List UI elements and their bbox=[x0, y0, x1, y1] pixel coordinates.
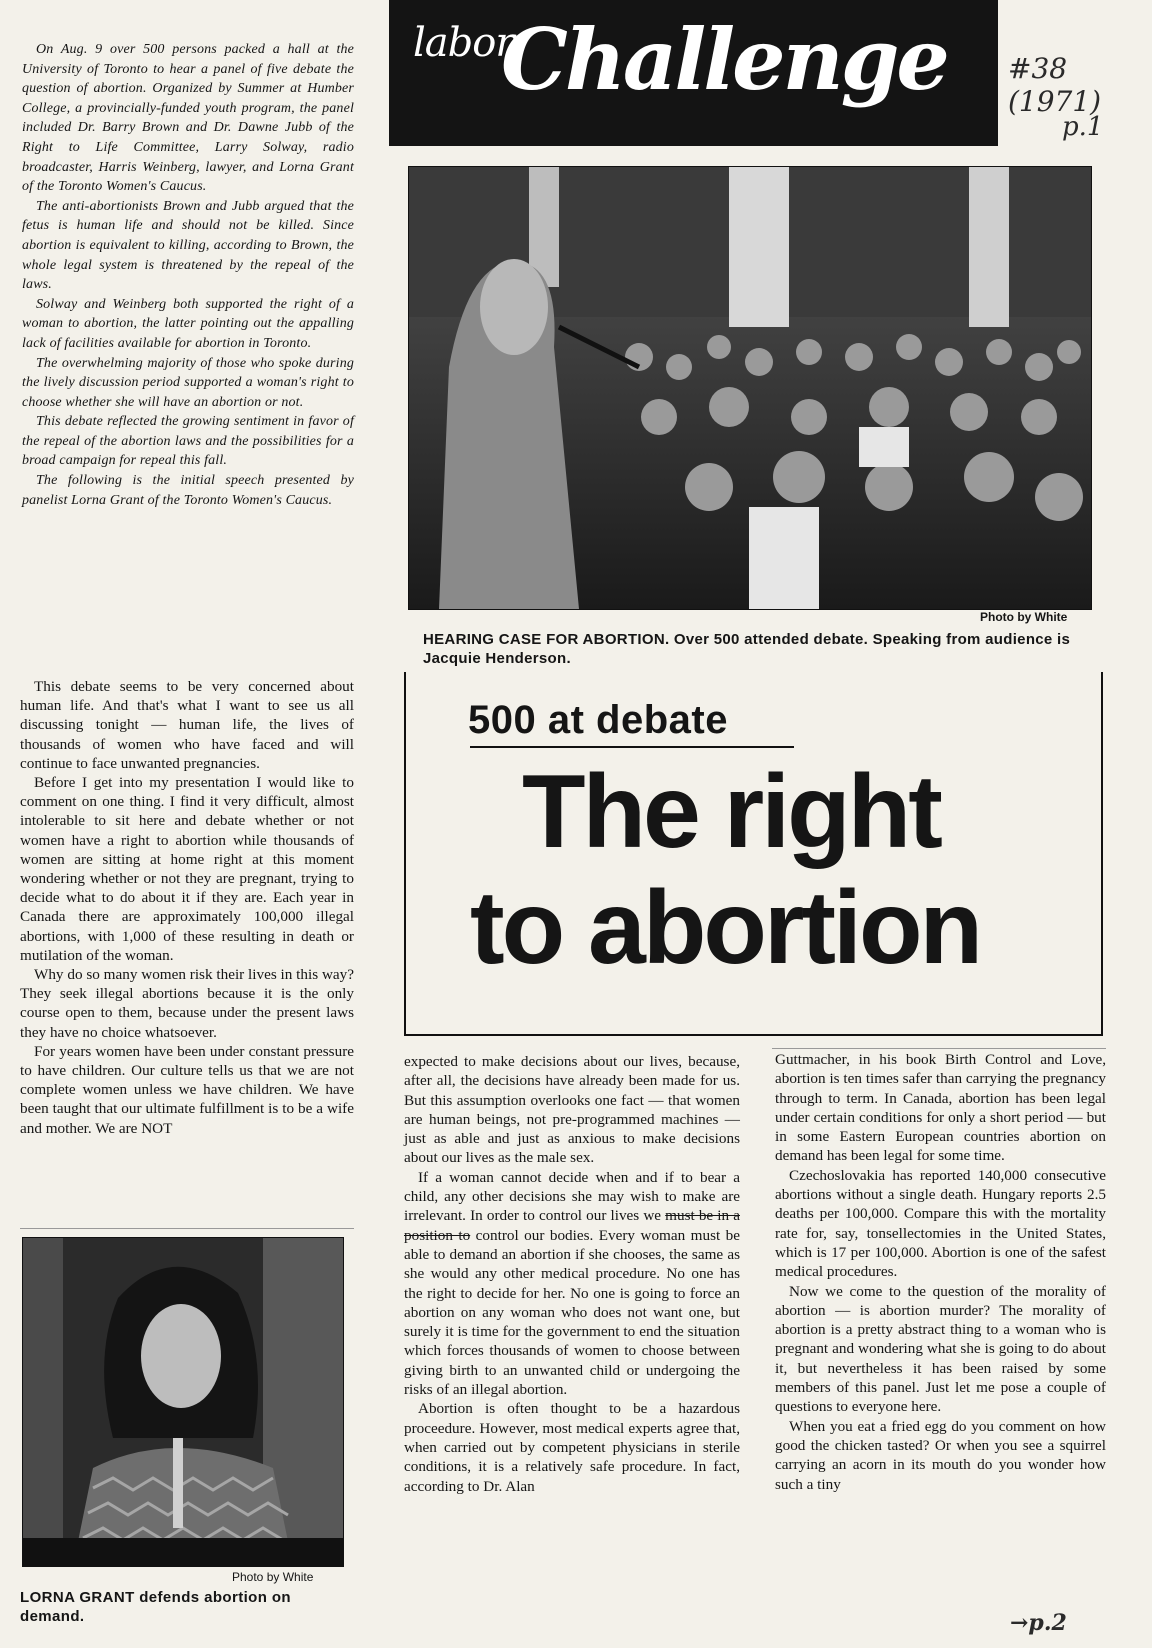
debate-audience-photo bbox=[408, 166, 1092, 610]
intro-paragraph: On Aug. 9 over 500 persons packed a hall at the University of Toronto to hear a panel of five debate the question of abortion. Organized by Summer at Humber College, a provincially-funded youth program, the panel included Dr. Barry Brown and Dr. Dawne Jubb of the Right to Life Committee, Larry Solway, radio broadcaster, Harris Weinberg, lawyer, and Lorna Grant of the Toronto Women's Caucus. bbox=[22, 42, 354, 195]
speech-paragraph: Now we come to the question of the morality of abortion — is abortion murder? The morality of abortion is a pretty abstract thing to a woman who is pregnant and wondering what she is going to do about it, but nevertheless it has been raised by some members of this panel. Just let me pose a couple of questions to everyone here. bbox=[775, 1282, 1106, 1416]
kicker-underline bbox=[470, 746, 794, 748]
handwritten-continued-note: →p.2 bbox=[1010, 1610, 1067, 1636]
intro-paragraph: The overwhelming majority of those who spoke during the lively discussion period supported a woman's right to choose whether she will have an abortion or not. bbox=[22, 355, 354, 410]
intro-paragraph: This debate reflected the growing sentiment in favor of the repeal of the abortion laws and the possibilities for a broad campaign for repeal this fall. bbox=[22, 414, 354, 469]
speech-paragraph: Guttmacher, in his book Birth Control and Love, abortion is ten times safer than carrying the pregnancy through to term. In Canada, abortion has been legal under certain conditions for only a short period — but in some Eastern European countries abortion on demand has been legal for some time. bbox=[775, 1051, 1106, 1165]
headline-kicker: 500 at debate bbox=[468, 698, 728, 742]
speech-paragraph: Why do so many women risk their lives in this way? They seek illegal abortions because it is the only course open to them, because under the present laws they have no choice whatsoever. bbox=[20, 966, 354, 1041]
audience-photo-illustration bbox=[409, 167, 1091, 609]
portrait-photo-credit: Photo by White bbox=[232, 1570, 314, 1584]
intro-paragraph: The following is the initial speech presented by panelist Lorna Grant of the Toronto Women's Caucus. bbox=[22, 473, 354, 508]
intro-text bbox=[22, 40, 354, 510]
speech-paragraph: For years women have been under constant pressure to have children. Our culture tells us that we are not complete women unless we have children. We have been taught that our ultimate fulfillment is to be a wife and mother. We are NOT bbox=[20, 1042, 354, 1137]
speech-paragraph: Before I get into my presentation I would like to comment on one thing. I find it very difficult, almost intolerable to sit here and debate whether or not women have a right to abortion while thousands of women are sitting at home right at this moment wondering whether or not they are pregnant, trying to decide what to do about it if they are. Each year in Canada there are approximately 100,000 illegal abortions, with 1,000 of these resulting in death or mutilation of the woman. bbox=[20, 774, 354, 964]
struck-text: must be in a position to bbox=[404, 1207, 740, 1244]
portrait-illustration bbox=[23, 1238, 343, 1566]
lorna-grant-portrait bbox=[22, 1237, 344, 1567]
handwritten-issue-note: #38 (1971) bbox=[1008, 52, 1102, 118]
speech-paragraph: When you eat a fried egg do you comment on how good the chicken tasted? Or when you see a squirrel carrying an acorn in its mouth do you wonder how such a tiny bbox=[775, 1417, 1106, 1493]
portrait-caption: LORNA GRANT defends abortion on demand. bbox=[20, 1589, 291, 1625]
headline-line-1: The right bbox=[522, 754, 940, 870]
speech-text: If a woman cannot decide when and if to bear a child, any other decisions she may wish to make are irrelevant. In order to control our lives we bbox=[404, 1168, 740, 1225]
clipping-edge bbox=[772, 1048, 1106, 1049]
speech-paragraph: expected to make decisions about our lives, because, after all, the decisions have already been made for us. But this assumption overlooks one fact — that women are human beings, not pre-programmed machines — just as able and just as anxious to make decisions about our lives as the male sex. bbox=[404, 1053, 740, 1167]
handwritten-page-note: p.1 bbox=[1062, 112, 1104, 142]
speech-paragraph: Czechoslovakia has reported 140,000 consecutive abortions without a single death. Hungary reports 2.5 deaths per 100,000. Compare this with the mortality rate for, say, tonsellectomies in the United States, which is 17 per 100,000. Abortion is one of the safest medical procedures. bbox=[775, 1166, 1106, 1281]
speech-paragraph: Abortion is often thought to be a hazardous proceedure. However, most medical experts agree that, when carried out by competent physicians in sterile conditions, it is a relatively safe procedure. In fact, according to Dr. Alan bbox=[404, 1400, 740, 1495]
clipping-edge bbox=[20, 1228, 354, 1229]
headline-line-2: to abortion bbox=[470, 870, 981, 986]
speech-paragraph: This debate seems to be very concerned about human life. And that's what I want to see us all discussing tonight — human life, the lives of thousands of women who have faced and will continue to face unwanted pregnancies. bbox=[20, 678, 354, 772]
speech-text: control our bodies. Every woman must be able to demand an abortion if she chooses, the same as she would any other medical procedure. No one has the right to decide for her. No one is going to force an abortion on any woman who does not want one, but surely it is time for the government to end the situation which forces thousands of women to choose between giving birth to an unwanted child or undergoing the risks of an illegal abortion. bbox=[404, 1226, 740, 1399]
main-photo-credit: Photo by White bbox=[980, 610, 1068, 624]
speech-column-middle bbox=[404, 1052, 740, 1496]
masthead bbox=[389, 0, 998, 146]
intro-paragraph: Solway and Weinberg both supported the right of a woman to abortion, the latter pointing out the appalling lack of facilities available for abortion in Toronto. bbox=[22, 296, 354, 351]
masthead-labor: labor bbox=[413, 20, 514, 66]
speech-column-left bbox=[20, 677, 354, 1138]
masthead-challenge: Challenge bbox=[501, 10, 947, 109]
main-photo-caption: HEARING CASE FOR ABORTION. Over 500 attended debate. Speaking from audience is Jacquie Henderson. bbox=[423, 631, 1071, 667]
intro-paragraph: The anti-abortionists Brown and Jubb argued that the fetus is human life and should not be killed. Since abortion is equivalent to killing, according to Brown, the whole legal system is threatened by the repeal of the laws. bbox=[22, 198, 354, 293]
speech-paragraph bbox=[404, 1168, 740, 1400]
speech-column-right bbox=[775, 1050, 1106, 1494]
